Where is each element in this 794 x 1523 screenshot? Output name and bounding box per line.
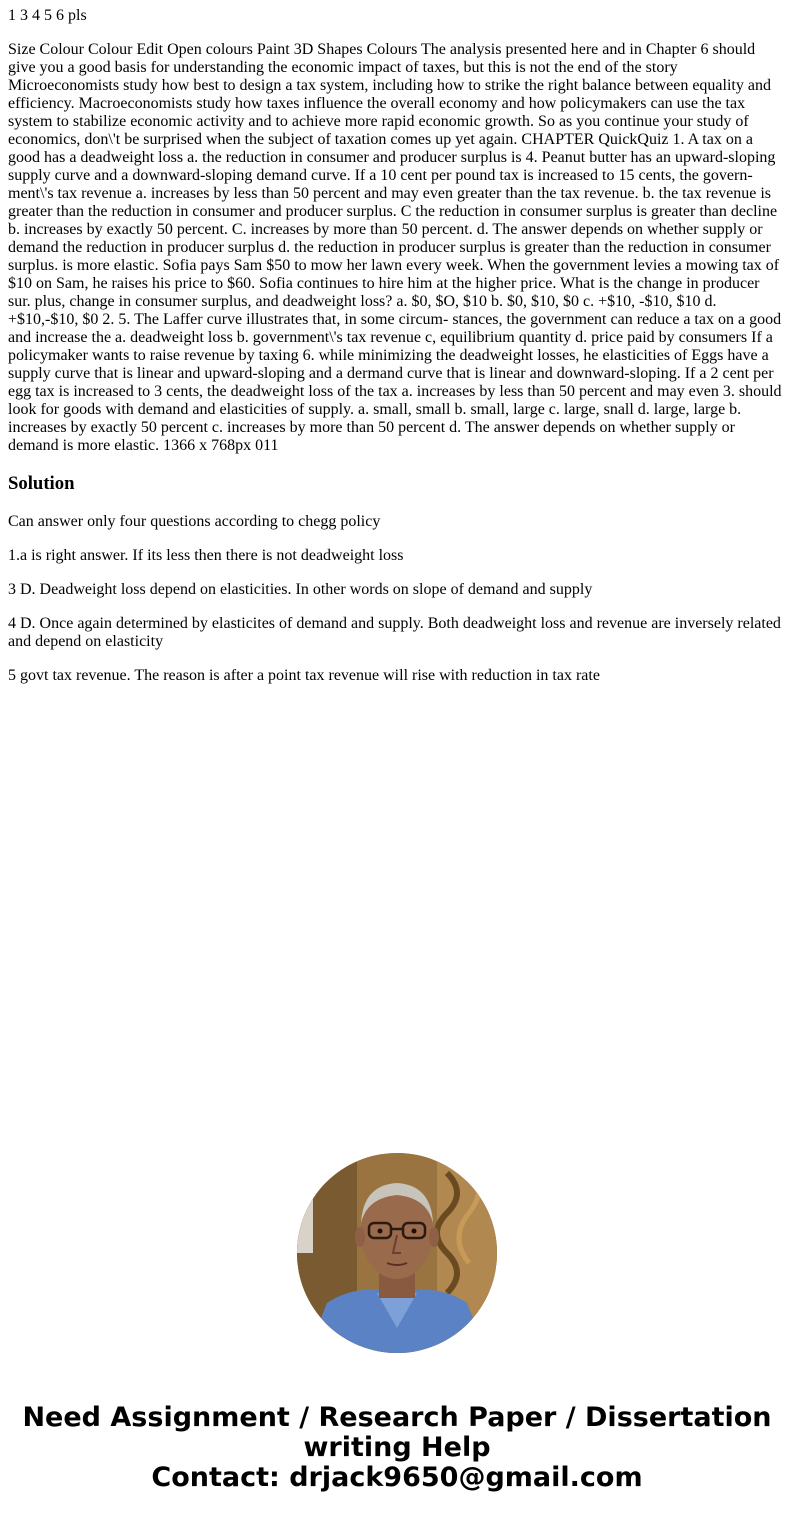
solution-paragraph: 3 D. Deadweight loss depend on elasticities. In other words on slope of demand and supply [8,581,593,598]
solution-heading: Solution [8,473,75,494]
promo-line: Need Assignment / Research Paper / Dissertation [22,1402,772,1433]
promo-banner [0,1403,794,1493]
document-content [8,0,784,701]
author-avatar [297,1153,497,1353]
promo-line: writing Help [303,1432,491,1463]
question-title: 1 3 4 5 6 pls [8,7,87,24]
question-body: Size Colour Colour Edit Open colours Paint 3D Shapes Colours The analysis presented here and in Chapter 6 should give you a good basis for understanding the economic impact of taxes, but this is not the end of the story Microeconomists study how best to design a tax system, including how to strike the right balance between equality and efficiency. Macroeconomists study how taxes influence the overall economy and how policymakers can use the tax system to stabilize economic activity and to achieve more rapid economic growth. So as you continue your study of economics, don\'t be surprised when the subject of taxation comes up yet again. CHAPTER QuickQuiz 1. A tax on a good has a deadweight loss a. the reduction in consumer and producer surplus is 4. Peanut butter has an upward-sloping supply curve and a downward-sloping demand curve. If a 10 cent per pound tax is increased to 15 cents, the govern- ment\'s tax revenue a. increases by less than 50 percent and may even greater than the tax revenue. b. the tax revenue is greater than the reduction in consumer and producer surplus. C the reduction in consumer surplus is greater than decline b. increases by exactly 50 percent. C. increases by more than 50 percent. d. The answer depends on whether supply or demand the reduction in producer surplus d. the reduction in producer surplus is greater than the reduction in consumer surplus. is more elastic. Sofia pays Sam $50 to mow her lawn every week. When the government levies a mowing tax of $10 on Sam, he raises his price to $60. Sofia continues to hire him at the higher price. What is the change in producer sur. plus, change in consumer surplus, and deadweight loss? a. $0, $O, $10 b. $0, $10, $0 c. +$10, -$10, $10 d. +$10,-$10, $0 2. 5. The Laffer curve illustrates that, in some circum- stances, the government can reduce a tax on a good and increase the a. deadweight loss b. government\'s tax revenue c, equilibrium quantity d. price paid by consumers If a policymaker wants to raise revenue by taxing 6. while minimizing the deadweight losses, he elasticities of Eggs have a supply curve that is linear and upward-sloping and a dermand curve that is linear and downward-sloping. If a 2 cent per egg tax is increased to 3 cents, the deadweight loss of the tax a. increases by less than 50 percent and may even 3. should look for goods with demand and elasticities of supply. a. small, small b. small, large c. large, snall d. large, large b. increases by exactly 50 percent c. increases by more than 50 percent d. The answer depends on whether supply or demand is more elastic. 1366 x 768px 011 [8,41,782,454]
solution-paragraph: 4 D. Once again determined by elasticites of demand and supply. Both deadweight loss and revenue are inversely related and depend on elasticity [8,615,781,650]
promo-contact: Contact: drjack9650@gmail.com [151,1462,643,1493]
author-photo-icon [297,1153,497,1353]
solution-paragraph: 1.a is right answer. If its less then there is not deadweight loss [8,547,404,564]
solution-paragraph: Can answer only four questions according to chegg policy [8,513,381,530]
solution-paragraph: 5 govt tax revenue. The reason is after a point tax revenue will rise with reduction in tax rate [8,667,600,684]
